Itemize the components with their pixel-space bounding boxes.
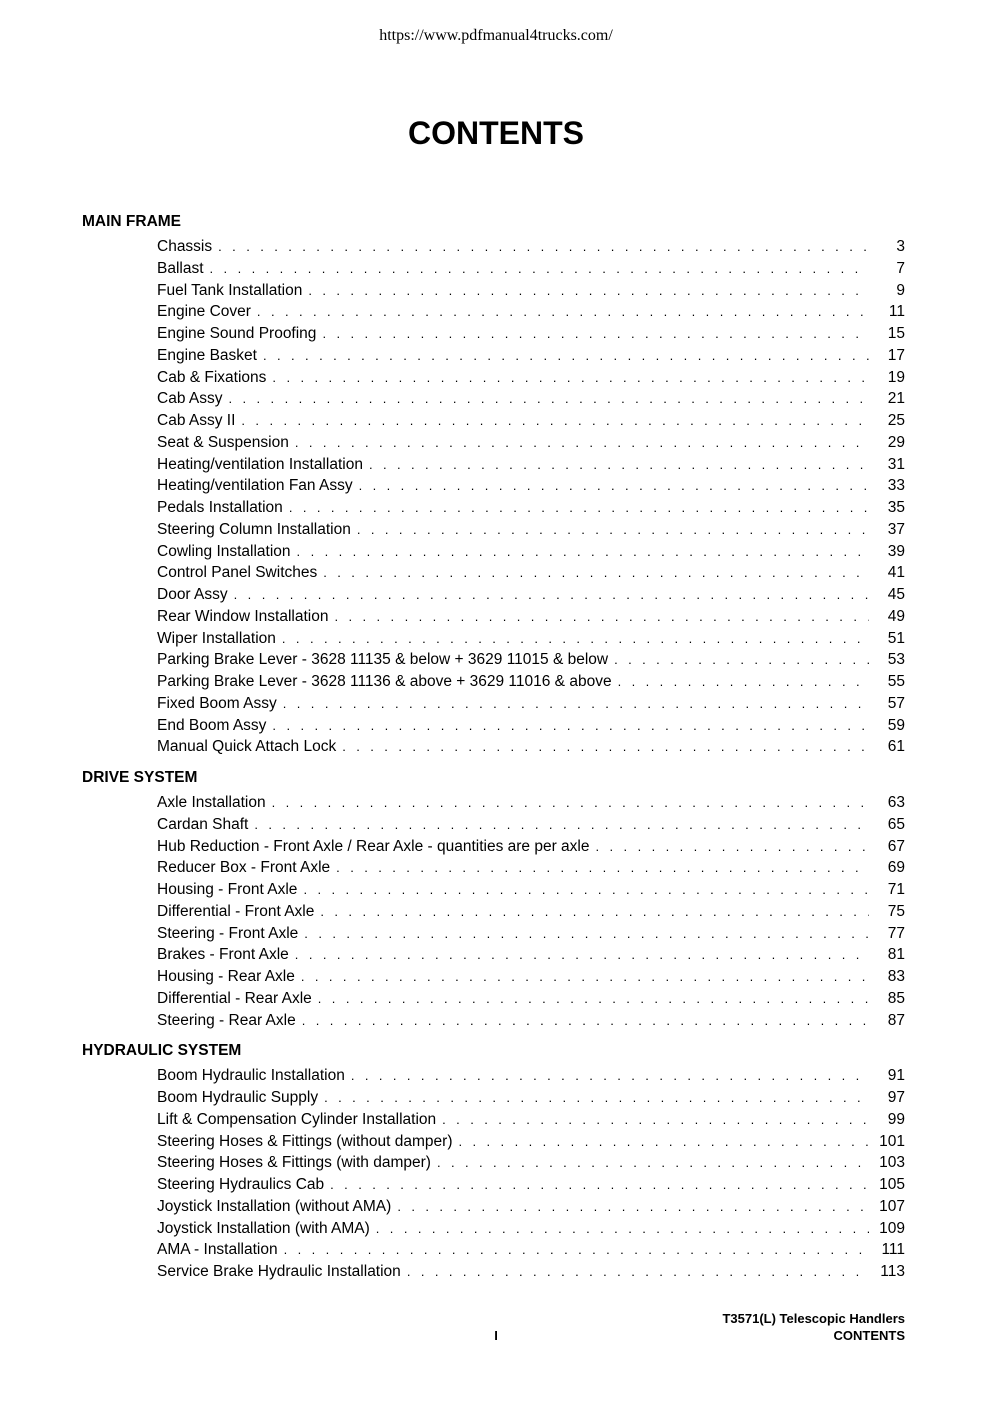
toc-entry-title: Housing - Front Axle (157, 881, 298, 898)
toc-entry-page-number: 19 (887, 368, 905, 386)
toc-entry[interactable] (82, 410, 905, 432)
toc-entry-page-number: 113 (880, 1263, 905, 1280)
toc-entry[interactable] (82, 649, 905, 671)
toc-entry-title: Engine Sound Proofing (157, 325, 317, 342)
toc-entry-title: Ballast (157, 259, 204, 277)
dot-leader (303, 879, 869, 901)
dot-leader (323, 562, 869, 584)
toc-entry[interactable] (82, 988, 905, 1010)
toc-entry-page-number: 61 (887, 738, 905, 756)
toc-entry-page-number: 39 (887, 542, 905, 560)
dot-leader (295, 944, 869, 966)
toc-entry-page-number: 77 (887, 924, 905, 942)
toc-entry-title: Brakes - Front Axle (157, 946, 289, 964)
toc-entry[interactable] (82, 1218, 905, 1240)
toc-entry[interactable] (82, 836, 905, 858)
toc-entry-list (82, 1065, 905, 1283)
dot-leader (342, 736, 869, 758)
toc-entry-page-number: 41 (887, 564, 905, 582)
toc-entry-page-number: 63 (887, 794, 905, 811)
dot-leader (284, 1239, 869, 1261)
toc-entry-title: Steering Hydraulics Cab (157, 1176, 325, 1193)
toc-entry-page-number: 107 (879, 1197, 905, 1215)
footer-page-number: I (494, 1328, 498, 1343)
toc-entry-title: Lift & Compensation Cylinder Installation (157, 1110, 437, 1128)
toc-entry[interactable] (82, 693, 905, 715)
dot-leader (228, 388, 869, 410)
toc-entry-page-number: 65 (887, 815, 905, 833)
toc-entry-title: Boom Hydraulic Supply (157, 1089, 319, 1106)
toc-entry-page-number: 15 (887, 325, 905, 342)
toc-entry-page-number: 53 (887, 651, 905, 669)
dot-leader (458, 1131, 869, 1153)
toc-entry[interactable] (82, 258, 905, 280)
dot-leader (234, 584, 869, 606)
toc-entry[interactable] (82, 923, 905, 945)
toc-entry[interactable] (82, 1174, 905, 1196)
toc-entry-title: Seat & Suspension (157, 433, 289, 451)
toc-entry[interactable] (82, 1087, 905, 1109)
toc-entry-title: Cab Assy II (157, 412, 236, 429)
toc-entry-title: Cab & Fixations (157, 368, 267, 386)
toc-section (82, 208, 905, 758)
dot-leader (301, 966, 869, 988)
toc-entry-title: Housing - Rear Axle (157, 968, 295, 985)
toc-entry-title: Hub Reduction - Front Axle / Rear Axle - quantities are per axle (157, 837, 590, 855)
dot-leader (357, 519, 869, 541)
dot-leader (282, 628, 869, 650)
toc-entry[interactable] (82, 519, 905, 541)
toc-entry-page-number: 17 (887, 346, 905, 364)
dot-leader (442, 1109, 869, 1131)
dot-leader (283, 693, 869, 715)
toc-entry[interactable] (82, 879, 905, 901)
toc-entry-page-number: 3 (896, 238, 905, 255)
toc-entry-page-number: 37 (887, 520, 905, 538)
toc-entry-page-number: 91 (887, 1067, 905, 1085)
dot-leader (263, 345, 869, 367)
source-url: https://www.pdfmanual4trucks.com/ (379, 27, 613, 44)
dot-leader (596, 836, 870, 858)
toc-entry-title: Differential - Rear Axle (157, 989, 312, 1007)
dot-leader (302, 1010, 869, 1032)
toc-entry-title: Rear Window Installation (157, 607, 329, 625)
toc-entry-page-number: 49 (887, 607, 905, 625)
page-title: CONTENTS (408, 115, 584, 151)
toc-entry-title: Parking Brake Lever - 3628 11136 & above + 3629 11016 & above (157, 673, 612, 690)
dot-leader (257, 301, 869, 323)
toc-entry-title: Engine Basket (157, 346, 257, 364)
toc-entry[interactable] (82, 1239, 905, 1261)
dot-leader (308, 280, 869, 302)
toc-entry[interactable] (82, 966, 905, 988)
toc-entry[interactable] (82, 1196, 905, 1218)
toc-entry-title: Steering - Front Axle (157, 924, 299, 942)
toc-entry-page-number: 109 (879, 1219, 905, 1237)
toc-entry[interactable] (82, 1152, 905, 1174)
dot-leader (272, 367, 869, 389)
dot-leader (272, 792, 869, 814)
toc-entry[interactable] (82, 388, 905, 410)
toc-entry-page-number: 11 (888, 303, 905, 321)
section-heading: DRIVE SYSTEM (82, 769, 198, 786)
toc-entry[interactable] (82, 1065, 905, 1087)
toc-entry-page-number: 81 (887, 946, 905, 964)
toc-entry-page-number: 101 (879, 1132, 905, 1150)
toc-entry[interactable] (82, 715, 905, 737)
dot-leader (351, 1065, 869, 1087)
dot-leader (330, 1174, 869, 1196)
toc-entry-title: Joystick Installation (with AMA) (157, 1219, 370, 1237)
toc-entry-title: Steering Column Installation (157, 520, 351, 538)
toc-entry[interactable] (82, 814, 905, 836)
footer-section-name: CONTENTS (833, 1328, 905, 1343)
dot-leader (614, 649, 869, 671)
toc-entry[interactable] (82, 454, 905, 476)
dot-leader (241, 410, 869, 432)
toc-entry-title: Steering Hoses & Fittings (without damper) (157, 1132, 453, 1150)
toc-entry-page-number: 33 (887, 477, 905, 495)
toc-entry-page-number: 105 (879, 1176, 905, 1193)
dot-leader (295, 432, 869, 454)
toc-entry[interactable] (82, 628, 905, 650)
dot-leader (318, 988, 869, 1010)
toc-entry-page-number: 85 (887, 989, 905, 1007)
toc-entry-title: Engine Cover (157, 303, 251, 321)
toc-entry-page-number: 25 (887, 412, 905, 429)
dot-leader (397, 1196, 869, 1218)
toc-entry-page-number: 45 (887, 586, 905, 603)
toc-entry-title: End Boom Assy (157, 716, 267, 734)
toc-entry[interactable] (82, 475, 905, 497)
table-of-contents (82, 208, 905, 1289)
toc-entry[interactable] (82, 857, 905, 879)
toc-entry-title: Control Panel Switches (157, 564, 318, 582)
toc-entry-title: Cowling Installation (157, 542, 291, 560)
toc-entry-page-number: 51 (887, 629, 905, 647)
toc-section (82, 764, 905, 1031)
toc-entry-title: Chassis (157, 238, 213, 255)
dot-leader (304, 923, 869, 945)
toc-entry[interactable] (82, 301, 905, 323)
toc-entry-title: Cab Assy (157, 390, 223, 408)
toc-entry-page-number: 31 (887, 455, 905, 473)
toc-entry-page-number: 103 (879, 1154, 905, 1172)
toc-entry-page-number: 83 (887, 968, 905, 985)
toc-entry[interactable] (82, 671, 905, 693)
toc-entry[interactable] (82, 562, 905, 584)
toc-entry-page-number: 87 (887, 1011, 905, 1029)
section-heading: HYDRAULIC SYSTEM (82, 1042, 242, 1060)
dot-leader (297, 541, 869, 563)
toc-entry[interactable] (82, 432, 905, 454)
toc-entry[interactable] (82, 1010, 905, 1032)
toc-entry-page-number: 21 (887, 390, 905, 408)
dot-leader (407, 1261, 869, 1283)
dot-leader (322, 323, 869, 345)
toc-entry-title: Steering Hoses & Fittings (with damper) (157, 1154, 431, 1172)
toc-entry-page-number: 35 (887, 499, 905, 516)
toc-entry-title: Pedals Installation (157, 499, 283, 516)
toc-entry-title: Axle Installation (157, 794, 266, 811)
toc-entry[interactable] (82, 236, 905, 258)
toc-entry-title: Wiper Installation (157, 629, 276, 647)
dot-leader (334, 606, 869, 628)
toc-entry-page-number: 9 (896, 281, 905, 299)
toc-entry-list (82, 236, 905, 758)
toc-entry[interactable] (82, 345, 905, 367)
toc-entry[interactable] (82, 1261, 905, 1283)
toc-entry-title: Heating/ventilation Fan Assy (157, 477, 353, 495)
toc-entry-title: Reducer Box - Front Axle (157, 859, 331, 877)
toc-entry-page-number: 99 (887, 1110, 905, 1128)
toc-entry-title: Joystick Installation (without AMA) (157, 1197, 392, 1215)
dot-leader (618, 671, 869, 693)
toc-entry-page-number: 111 (881, 1241, 905, 1259)
dot-leader (437, 1152, 869, 1174)
toc-entry-page-number: 97 (887, 1089, 905, 1106)
toc-entry-list (82, 792, 905, 1031)
dot-leader (218, 236, 869, 258)
toc-entry[interactable] (82, 1131, 905, 1153)
toc-entry[interactable] (82, 323, 905, 345)
toc-entry[interactable] (82, 944, 905, 966)
toc-entry-title: Parking Brake Lever - 3628 11135 & below + 3629 11015 & below (157, 651, 609, 669)
toc-entry-page-number: 57 (887, 694, 905, 712)
toc-entry-title: Differential - Front Axle (157, 902, 315, 920)
dot-leader (210, 258, 869, 280)
toc-entry[interactable] (82, 497, 905, 519)
toc-entry-page-number: 69 (887, 859, 905, 877)
toc-entry-page-number: 71 (887, 881, 905, 898)
dot-leader (289, 497, 869, 519)
toc-entry-title: Boom Hydraulic Installation (157, 1067, 345, 1085)
toc-entry-page-number: 75 (887, 902, 905, 920)
dot-leader (324, 1087, 869, 1109)
toc-entry[interactable] (82, 792, 905, 814)
toc-entry[interactable] (82, 606, 905, 628)
toc-entry[interactable] (82, 1109, 905, 1131)
toc-entry-title: Service Brake Hydraulic Installation (157, 1263, 401, 1280)
toc-entry-page-number: 67 (887, 837, 905, 855)
section-heading: MAIN FRAME (82, 213, 182, 230)
dot-leader (359, 475, 869, 497)
toc-entry-page-number: 55 (887, 673, 905, 690)
footer-document-title: T3571(L) Telescopic Handlers (722, 1311, 905, 1326)
toc-section (82, 1037, 905, 1283)
toc-entry[interactable] (82, 367, 905, 389)
toc-entry-page-number: 29 (887, 433, 905, 451)
toc-entry-page-number: 59 (887, 716, 905, 734)
dot-leader (369, 454, 869, 476)
toc-entry-title: Fuel Tank Installation (157, 281, 303, 299)
toc-entry-page-number: 7 (896, 259, 905, 277)
toc-entry[interactable] (82, 584, 905, 606)
dot-leader (336, 857, 869, 879)
toc-entry-title: Manual Quick Attach Lock (157, 738, 337, 756)
toc-entry-title: Door Assy (157, 586, 228, 603)
dot-leader (376, 1218, 869, 1240)
toc-entry-title: AMA - Installation (157, 1241, 278, 1259)
toc-entry-title: Fixed Boom Assy (157, 694, 277, 712)
toc-entry-title: Heating/ventilation Installation (157, 455, 363, 473)
toc-entry[interactable] (82, 280, 905, 302)
toc-entry[interactable] (82, 736, 905, 758)
dot-leader (272, 715, 869, 737)
toc-entry[interactable] (82, 541, 905, 563)
toc-entry-title: Steering - Rear Axle (157, 1011, 296, 1029)
dot-leader (320, 901, 869, 923)
toc-entry-title: Cardan Shaft (157, 815, 249, 833)
dot-leader (254, 814, 869, 836)
toc-entry[interactable] (82, 901, 905, 923)
